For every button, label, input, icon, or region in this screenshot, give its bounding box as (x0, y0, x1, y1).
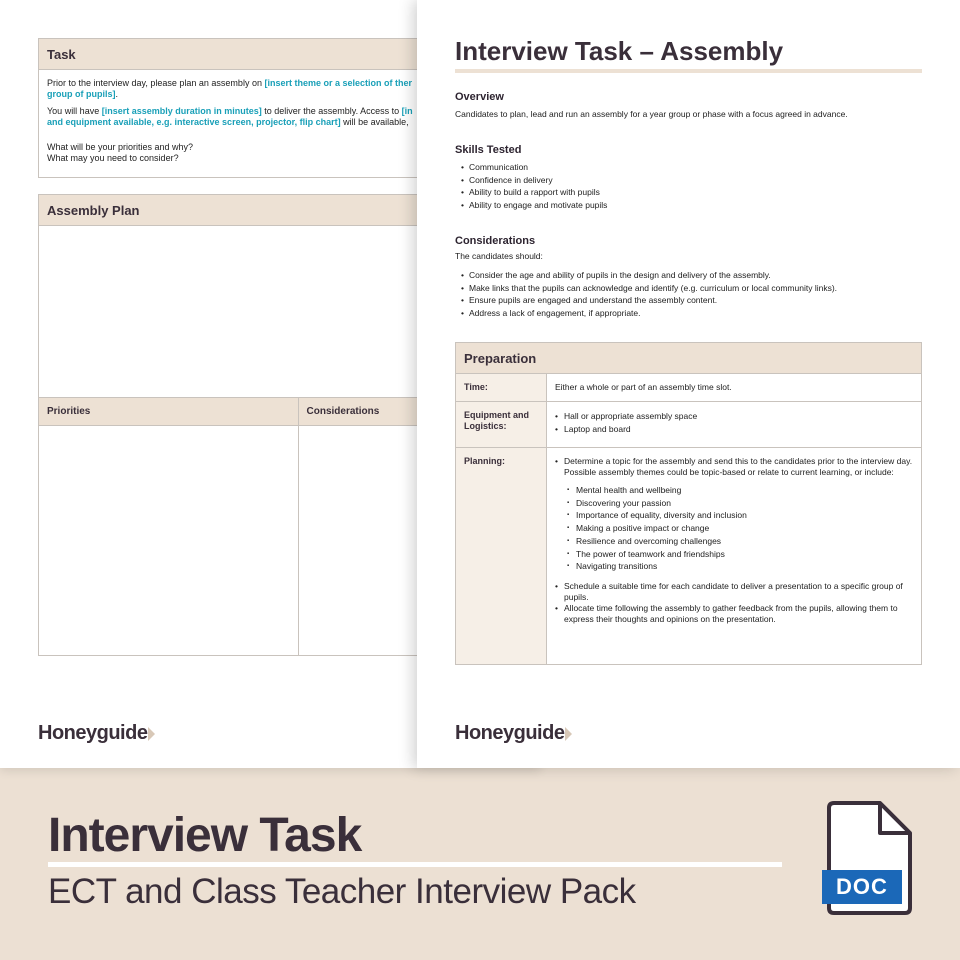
banner-divider (48, 862, 782, 867)
considerations-heading: Considerations (455, 235, 536, 247)
list-item: ▪ Making a positive impact or change (567, 522, 913, 535)
time-value: Either a whole or part of an assembly time slot. (555, 382, 732, 392)
list-item: • Hall or appropriate assembly space (555, 410, 913, 423)
front-page (417, 0, 960, 768)
list-item: • Determine a topic for the assembly and send this to the candidates prior to the interview day. Possible assembly themes could be topic-based or relate to current learning, or include: (555, 456, 913, 478)
page-title: Interview Task – Assembly (455, 36, 784, 66)
list-item: • Confidence in delivery (461, 174, 607, 187)
skills-heading: Skills Tested (455, 144, 522, 156)
planning-label: Planning: (456, 448, 547, 664)
list-item: • Make links that the pupils can acknowledge and identify (e.g. curriculum or local community links). (461, 282, 837, 295)
list-item: ▪ The power of teamwork and friendships (567, 548, 913, 561)
placeholder-duration: [insert assembly duration in minutes] (101, 106, 262, 116)
list-item: ▪ Resilience and overcoming challenges (567, 535, 913, 548)
placeholder-group: group of pupils] (47, 89, 116, 99)
placeholder-theme: [insert theme or a selection of ther (264, 78, 412, 88)
honeyguide-logo: Honeyguide (455, 722, 572, 745)
preparation-table (455, 342, 922, 665)
priorities-column (39, 398, 299, 656)
overview-heading: Overview (455, 91, 504, 103)
equipment-value (547, 402, 921, 447)
honeyguide-logo: Honeyguide (38, 722, 155, 745)
doc-badge: DOC (822, 870, 902, 904)
title-divider (455, 69, 922, 73)
list-item: ▪ Discovering your passion (567, 497, 913, 510)
themes-list (567, 484, 913, 573)
time-label: Time: (456, 374, 547, 401)
list-item: • Ability to build a rapport with pupils (461, 186, 607, 199)
table-row (456, 402, 921, 448)
priorities-heading: Priorities (39, 398, 298, 426)
skills-list (461, 161, 607, 212)
planning-value (547, 448, 921, 664)
list-item: • Consider the age and ability of pupils in the design and delivery of the assembly. (461, 269, 837, 282)
considerations-heading: Considerations (299, 398, 541, 426)
logo-tag-icon (565, 727, 572, 741)
overview-text: Candidates to plan, lead and run an assembly for a year group or phase with a focus agreed in advance. (455, 109, 848, 119)
list-item: • Allocate time following the assembly to gather feedback from the pupils, allowing them to express their thoughts and opinions on the presentation. (555, 603, 913, 625)
list-item: ▪ Navigating transitions (567, 560, 913, 573)
considerations-list (461, 269, 837, 320)
banner-title: Interview Task (48, 809, 362, 862)
list-item: • Communication (461, 161, 607, 174)
preparation-heading: Preparation (456, 343, 921, 374)
list-item: • Schedule a suitable time for each candidate to deliver a presentation to a specific group of pupils. (555, 581, 913, 603)
considerations-intro: The candidates should: (455, 251, 543, 261)
list-item: • Laptop and board (555, 423, 913, 436)
assembly-plan-heading: Assembly Plan (39, 195, 540, 226)
equipment-label: Equipment and Logistics: (456, 402, 547, 447)
list-item: ▪ Importance of equality, diversity and inclusion (567, 509, 913, 522)
placeholder-equipment: and equipment available, e.g. interactive screen, projector, flip chart] (47, 117, 341, 127)
logo-tag-icon (148, 727, 155, 741)
list-item: • Ability to engage and motivate pupils (461, 199, 607, 212)
table-row (456, 374, 921, 402)
task-questions: What will be your priorities and why? What may you need to consider? (47, 142, 194, 163)
list-item: • Ensure pupils are engaged and understand the assembly content. (461, 294, 837, 307)
task-paragraph-2: You will have [insert assembly duration in minutes] to deliver the assembly. Access to [in and equipment available, e.g. interactive screen, projector, flip chart] will be available, (47, 106, 413, 127)
table-row (456, 448, 921, 664)
task-heading: Task (39, 39, 540, 70)
list-item: • Address a lack of engagement, if appropriate. (461, 307, 837, 320)
list-item: ▪ Mental health and wellbeing (567, 484, 913, 497)
task-paragraph-1: Prior to the interview day, please plan an assembly on [insert theme or a selection of ther group of pupils]. (47, 78, 412, 99)
banner-subtitle: ECT and Class Teacher Interview Pack (48, 872, 636, 911)
